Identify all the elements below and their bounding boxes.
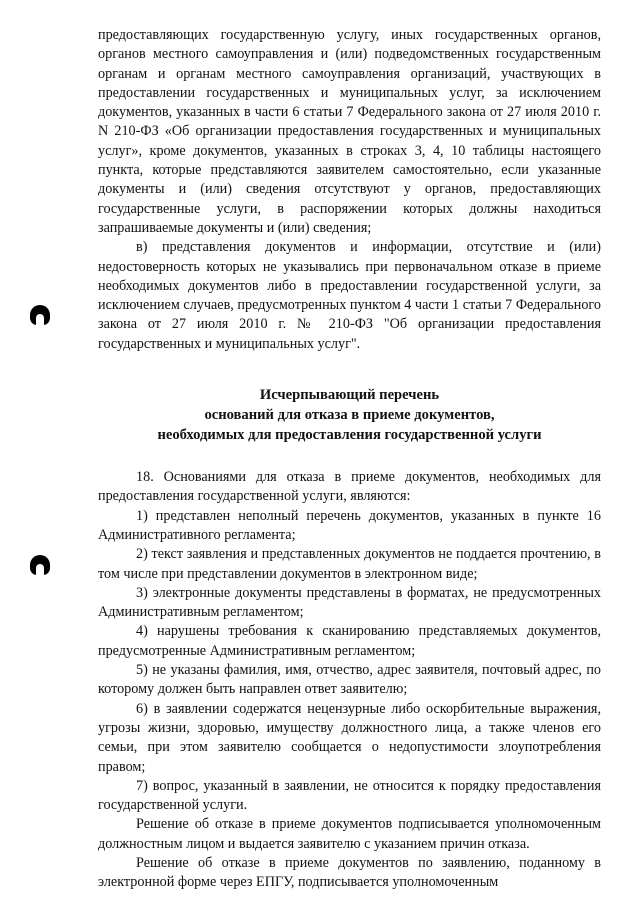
- binder-hole-bottom: [30, 555, 50, 575]
- list-item-3: 3) электронные документы представлены в форматах, не предусмотренных Административным регламентом;: [98, 584, 601, 621]
- document-body: [98, 26, 601, 893]
- list-item-2: 2) текст заявления и представленных документов не поддается прочтению, в том числе при представлении документов в электронном виде;: [98, 546, 601, 582]
- paragraph-18: 18. Основаниями для отказа в приеме документов, необходимых для предоставления государственной услуги, являются:: [98, 469, 601, 505]
- heading-line-1: Исчерпывающий перечень: [259, 387, 440, 404]
- paragraph-continuation: предоставляющих государственную услугу, иных государственных органов, органов местного самоуправления и (или) подведомственных государственным органам и органам местного самоуправления организаций, участвующих в предоставлении государственных и муниципальных услуг, за исключением документов, указанных в части 6 статьи 7 Федерального закона от 27 июля 2010 г. N 210-ФЗ «Об организации предоставления государственных и муниципальных услуг», кроме документов, указанных в строках 3, 4, 10 таблицы настоящего пункта, которые представляются заявителем самостоятельно, если указанные документы и (или) сведения отсутствуют у органов, предоставляющих государственные услуги, в распоряжении которых должны находиться запрашиваемые документы и (или) сведения;: [98, 27, 601, 236]
- list-item-1: 1) представлен неполный перечень документов, указанных в пункте 16 Административного регламента;: [98, 507, 601, 543]
- heading-line-2: оснований для отказа в приеме документов,: [204, 407, 495, 424]
- paragraph-item-v: в) представления документов и информации, отсутствие и (или) недостоверность которых не указывались при первоначальном отказе в приеме необходимых документов либо в предоставлении государственной услуги, за исключением случаев, предусмотренных пунктом 4 части 1 статьи 7 Федерального закона от 27 июля 2010 г. № 210-ФЗ "Об организации предоставления государственных и муниципальных услуг".: [98, 239, 601, 352]
- binder-hole-top: [30, 305, 50, 325]
- list-item-4: 4) нарушены требования к сканированию представляемых документов, предусмотренные Административным регламентом;: [98, 623, 601, 659]
- paragraph-decision: Решение об отказе в приеме документов подписывается уполномоченным должностным лицом и выдается заявителю с указанием причин отказа.: [98, 816, 601, 852]
- heading-line-3: необходимых для предоставления государственной услуги: [157, 427, 542, 444]
- list-item-6: 6) в заявлении содержатся нецензурные либо оскорбительные выражения, угрозы жизни, здоровью, имуществу должностного лица, а также членов его семьи, при этом заявителю сообщается о недопустимости злоупотребления правом;: [98, 700, 601, 775]
- list-item-5: 5) не указаны фамилия, имя, отчество, адрес заявителя, почтовый адрес, по которому должен быть направлен ответ заявителю;: [98, 662, 601, 698]
- list-item-7: 7) вопрос, указанный в заявлении, не относится к порядку предоставления государственной услуги.: [98, 777, 601, 814]
- section-heading: [98, 385, 601, 445]
- paragraph-decision-electronic: Решение об отказе в приеме документов по заявлению, поданному в электронной форме через ЕПГУ, подписывается уполномоченным: [98, 854, 601, 891]
